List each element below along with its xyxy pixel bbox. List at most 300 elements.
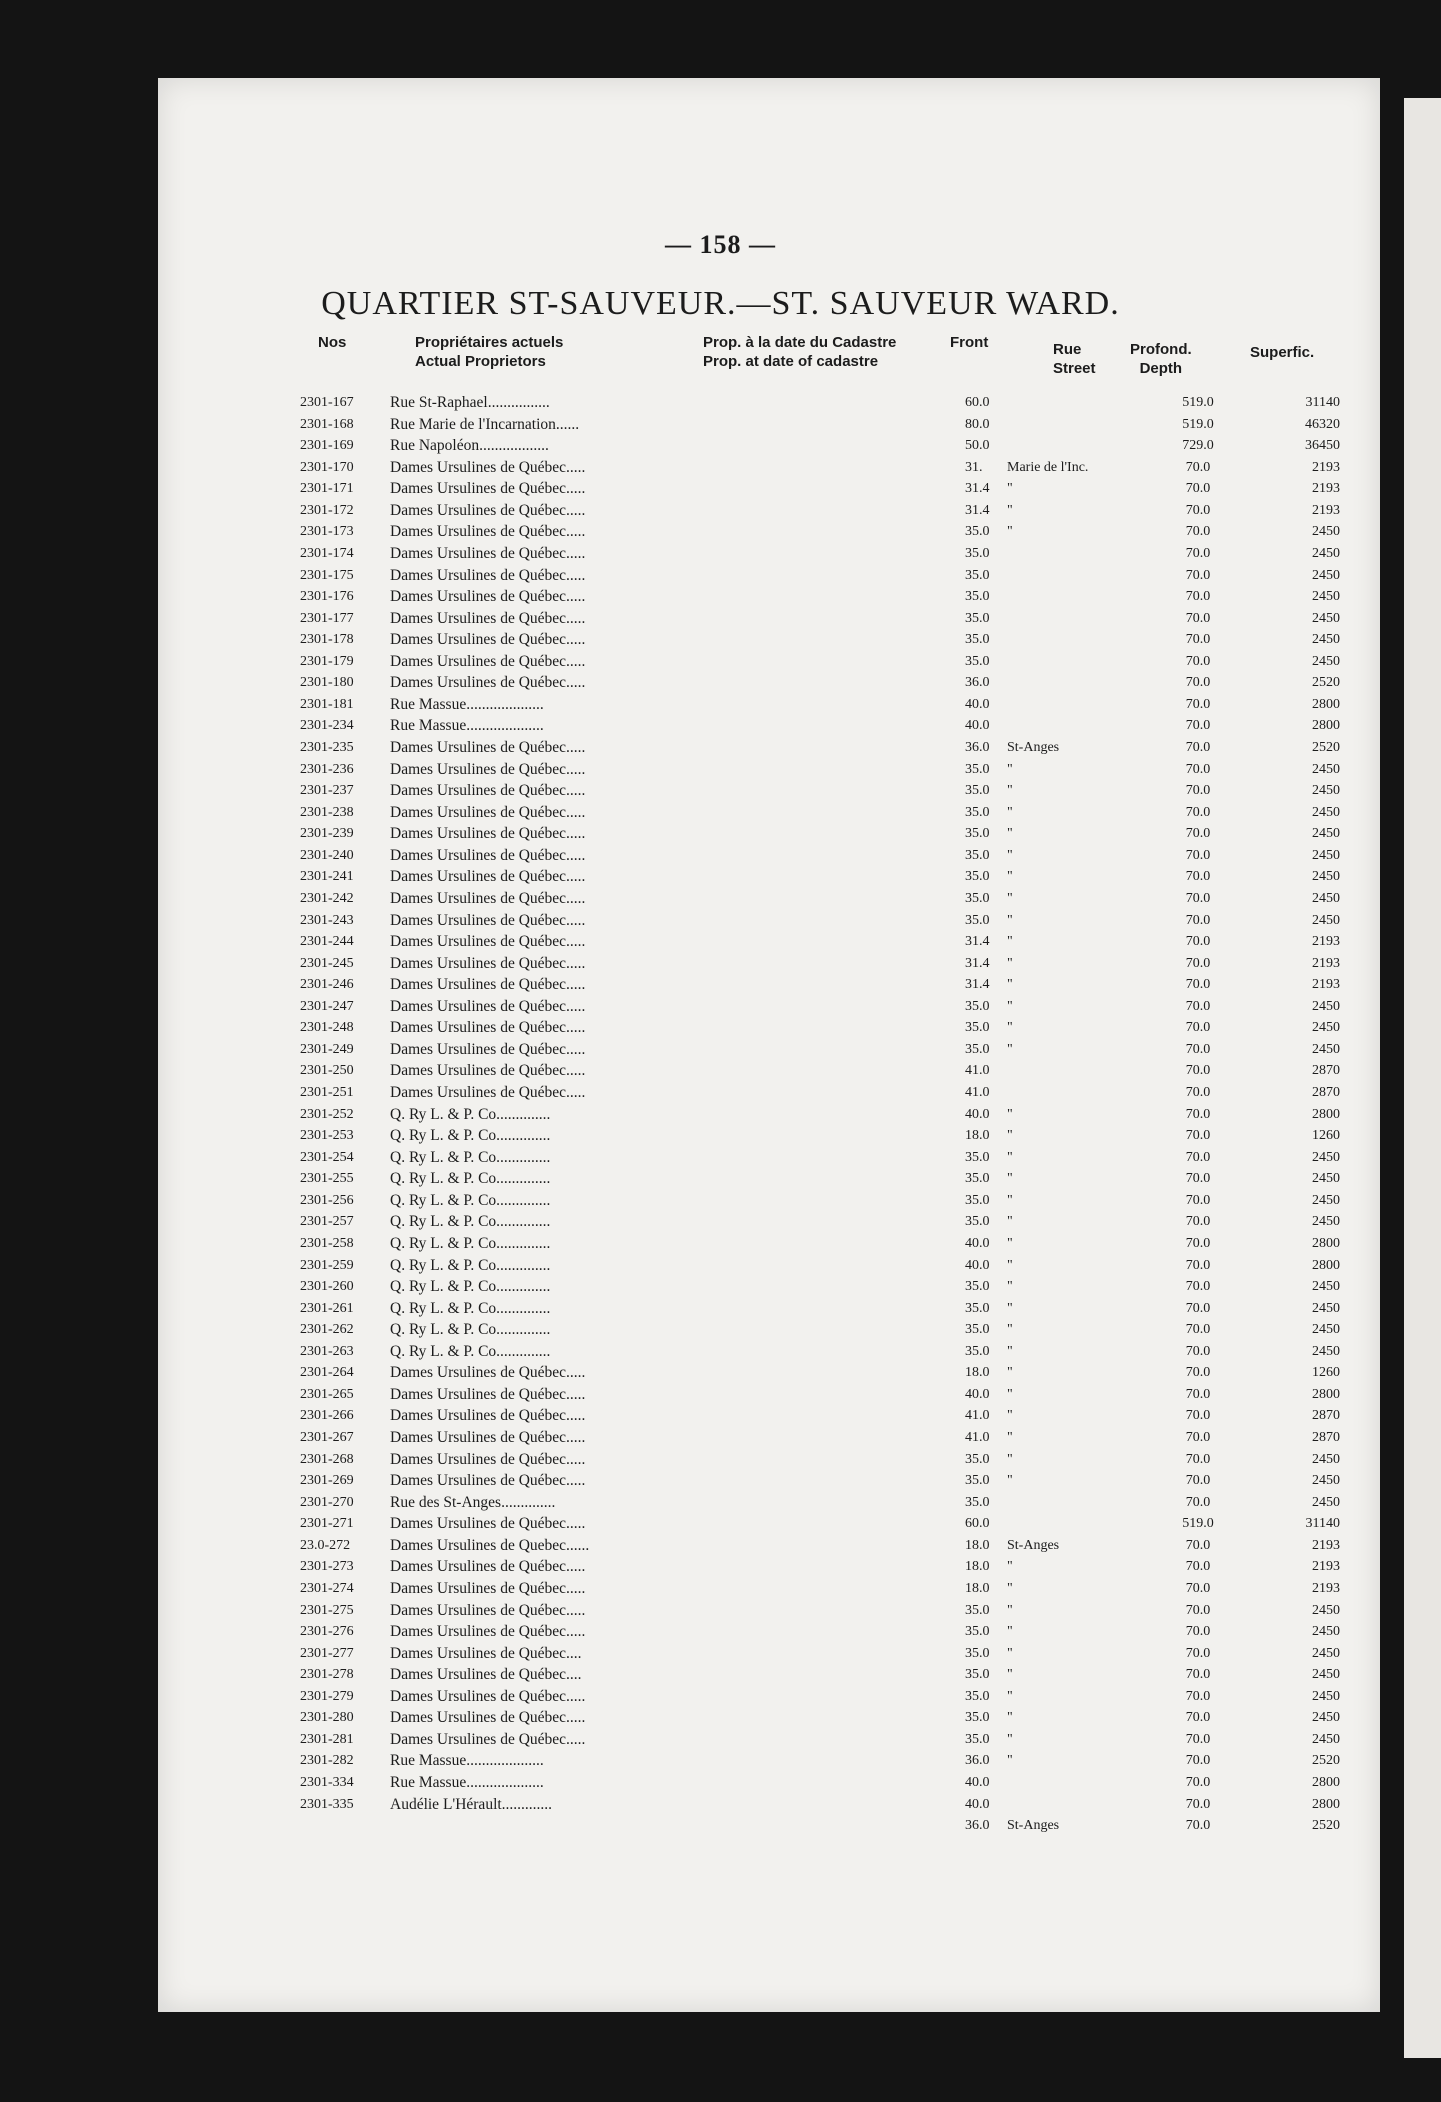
owner-name: Dames Ursulines de Québec.....: [390, 954, 586, 972]
street-name: ": [1007, 804, 1013, 820]
depth-value: 70.0: [1185, 1235, 1211, 1251]
street-name: ": [1007, 1149, 1013, 1165]
lot-number: 2301-264: [300, 1365, 354, 1381]
front-value: 35.0: [965, 1020, 990, 1036]
depth-value: 70.0: [1185, 545, 1211, 561]
depth-value: 70.0: [1185, 1322, 1211, 1338]
street-name: ": [1007, 1386, 1013, 1402]
depth-value: 70.0: [1185, 783, 1211, 799]
table-row: [300, 1729, 1340, 1751]
superficie-value: 2450: [1312, 1451, 1340, 1467]
superficie-value: 2800: [1312, 1235, 1340, 1251]
depth-value: 70.0: [1185, 1731, 1211, 1747]
depth-value: 70.0: [1185, 998, 1211, 1014]
owner-name: Dames Ursulines de Québec.....: [390, 760, 586, 778]
depth-value: 70.0: [1185, 632, 1211, 648]
table-row: [300, 1513, 1340, 1535]
front-value: 35.0: [965, 1041, 990, 1057]
table-row: [300, 1535, 1340, 1557]
table-row: [300, 1492, 1340, 1514]
superficie-value: 2193: [1312, 1580, 1340, 1596]
front-value: 35.0: [965, 545, 990, 561]
table-row: [300, 1600, 1340, 1622]
lot-number: 2301-249: [300, 1041, 354, 1057]
lot-number: 2301-245: [300, 955, 354, 971]
lot-number: 2301-176: [300, 589, 354, 605]
front-value: 35.0: [965, 1192, 990, 1208]
front-value: 35.0: [965, 1300, 990, 1316]
depth-value: 70.0: [1185, 1818, 1211, 1834]
lot-number: 2301-256: [300, 1192, 354, 1208]
depth-value: 70.0: [1185, 459, 1211, 475]
superficie-value: 2193: [1312, 502, 1340, 518]
lot-number: 2301-278: [300, 1667, 354, 1683]
street-name: ": [1007, 977, 1013, 993]
table-row: [300, 672, 1340, 694]
street-name: ": [1007, 1192, 1013, 1208]
lot-number: 2301-170: [300, 459, 354, 475]
lot-number: 2301-262: [300, 1322, 354, 1338]
street-name: ": [1007, 1041, 1013, 1057]
owner-name: Dames Ursulines de Québec.....: [390, 1730, 586, 1748]
front-value: 35.0: [965, 1149, 990, 1165]
front-value: 40.0: [965, 718, 990, 734]
depth-value: 70.0: [1185, 653, 1211, 669]
street-name: ": [1007, 826, 1013, 842]
table-row: [300, 1147, 1340, 1169]
superficie-value: 2870: [1312, 1063, 1340, 1079]
header-superficie-label: Superfic.: [1250, 344, 1315, 361]
depth-value: 519.0: [1182, 416, 1214, 432]
lot-number: 2301-270: [300, 1494, 354, 1510]
superficie-value: 2450: [1312, 610, 1340, 626]
front-value: 35.0: [965, 890, 990, 906]
depth-value: 70.0: [1185, 1020, 1211, 1036]
owner-name: Rue des St-Anges..............: [390, 1493, 556, 1511]
front-value: 31.4: [965, 934, 990, 950]
street-name: ": [1007, 481, 1013, 497]
owner-name: Dames Ursulines de Québec.....: [390, 1472, 586, 1490]
owner-name: Q. Ry L. & P. Co..............: [390, 1299, 551, 1317]
superficie-value: 2450: [1312, 847, 1340, 863]
lot-number: 2301-247: [300, 998, 354, 1014]
lot-number: 2301-251: [300, 1085, 354, 1100]
front-value: 35.0: [965, 1667, 990, 1683]
owner-name: Dames Ursulines de Québec.....: [390, 1623, 586, 1641]
table-row: [300, 435, 1340, 457]
table-row: [300, 1298, 1340, 1320]
superficie-value: 2870: [1312, 1085, 1340, 1100]
superficie-value: 2450: [1312, 804, 1340, 820]
front-value: 41.0: [965, 1063, 990, 1079]
owner-name: Dames Ursulines de Québec.....: [390, 609, 586, 627]
lot-number: 2301-243: [300, 912, 354, 928]
table-row: [300, 1276, 1340, 1298]
owner-name: Dames Ursulines de Québec.....: [390, 933, 586, 951]
front-value: 18.0: [965, 1580, 990, 1596]
lot-number: 2301-237: [300, 783, 354, 799]
front-value: 35.0: [965, 524, 990, 540]
table-row: [300, 931, 1340, 953]
owner-name: Dames Ursulines de Québec.....: [390, 803, 586, 821]
front-value: 36.0: [965, 1818, 990, 1834]
superficie-value: 2450: [1312, 1020, 1340, 1036]
superficie-value: 2800: [1312, 1257, 1340, 1273]
superficie-value: 2450: [1312, 912, 1340, 928]
owner-name: Dames Ursulines de Québec.....: [390, 1429, 586, 1446]
front-value: 40.0: [965, 696, 990, 712]
superficie-value: 1260: [1312, 1128, 1340, 1144]
owner-name: Rue Massue....................: [390, 1774, 544, 1791]
front-value: 35.0: [965, 1602, 990, 1618]
superficie-value: 31140: [1305, 395, 1340, 410]
owner-name: Dames Ursulines de Québec.....: [390, 1558, 586, 1576]
owner-name: Dames Ursulines de Québec.....: [390, 782, 586, 800]
front-value: 31.4: [965, 481, 990, 497]
street-name: ": [1007, 1430, 1013, 1445]
street-name: ": [1007, 1645, 1013, 1661]
owner-name: Dames Ursulines de Québec.....: [390, 458, 586, 476]
table-row: [300, 1362, 1340, 1384]
table-row: [300, 1578, 1340, 1600]
lot-number: 2301-269: [300, 1473, 354, 1489]
street-name: ": [1007, 1580, 1013, 1596]
superficie-value: 2193: [1312, 955, 1340, 971]
depth-value: 70.0: [1185, 1602, 1211, 1618]
front-value: 35.0: [965, 1322, 990, 1338]
owner-name: Q. Ry L. & P. Co..............: [390, 1234, 551, 1252]
superficie-value: 2800: [1312, 1796, 1340, 1812]
lot-number: 2301-258: [300, 1235, 354, 1251]
superficie-value: 2450: [1312, 632, 1340, 648]
superficie-value: 2800: [1312, 1106, 1340, 1122]
header-owners: [415, 333, 563, 371]
table-row: [300, 1794, 1340, 1816]
front-value: 35.0: [965, 1731, 990, 1747]
front-value: 60.0: [965, 395, 990, 410]
lot-number: 2301-274: [300, 1580, 354, 1596]
depth-value: 70.0: [1185, 1343, 1211, 1359]
lot-number: 2301-171: [300, 481, 354, 497]
lot-number: 2301-335: [300, 1796, 354, 1812]
table-row: [300, 1104, 1340, 1126]
superficie-value: 2193: [1312, 459, 1340, 475]
depth-value: 70.0: [1185, 804, 1211, 820]
depth-value: 70.0: [1185, 1128, 1211, 1144]
street-name: ": [1007, 1602, 1013, 1618]
front-value: 35.0: [965, 869, 990, 885]
superficie-value: 2450: [1312, 1494, 1340, 1510]
superficie-value: 2800: [1312, 1775, 1340, 1790]
owner-name: Dames Ursulines de Québec.....: [390, 911, 586, 929]
front-value: 35.0: [965, 912, 990, 928]
front-value: 35.0: [965, 1214, 990, 1230]
superficie-value: 2450: [1312, 869, 1340, 885]
lot-number: 23.0-272: [300, 1537, 351, 1553]
front-value: 35.0: [965, 1688, 990, 1704]
street-name: ": [1007, 1106, 1013, 1122]
table-row: [300, 759, 1340, 781]
lot-number: 2301-253: [300, 1128, 354, 1144]
street-name: ": [1007, 1624, 1013, 1640]
table-row: [300, 910, 1340, 932]
superficie-value: 2450: [1312, 783, 1340, 799]
owner-name: Q. Ry L. & P. Co..............: [390, 1278, 551, 1296]
depth-value: 70.0: [1185, 890, 1211, 906]
superficie-value: 36450: [1305, 438, 1340, 454]
lot-number: 2301-169: [300, 438, 354, 454]
owner-name: Q. Ry L. & P. Co..............: [390, 1170, 551, 1188]
superficie-value: 2450: [1312, 1322, 1340, 1338]
lot-number: 2301-263: [300, 1343, 354, 1359]
depth-value: 70.0: [1185, 524, 1211, 540]
front-value: 60.0: [965, 1516, 990, 1532]
table-row: [300, 1750, 1340, 1772]
depth-value: 70.0: [1185, 696, 1211, 712]
street-name: ": [1007, 761, 1013, 777]
lot-number: 2301-173: [300, 524, 354, 540]
street-name: ": [1007, 847, 1013, 863]
front-value: 35.0: [965, 1710, 990, 1726]
lot-number: 2301-239: [300, 826, 354, 842]
lot-number: 2301-244: [300, 934, 354, 950]
header-cadastre-en: Prop. at date of cadastre: [703, 353, 879, 370]
street-name: ": [1007, 783, 1013, 799]
lot-number: 2301-261: [300, 1300, 354, 1316]
property-table: [300, 392, 1340, 1837]
header-street-en: Street: [1053, 360, 1096, 377]
street-name: ": [1007, 1322, 1013, 1338]
table-row: [300, 608, 1340, 630]
depth-value: 70.0: [1185, 1710, 1211, 1726]
street-name: ": [1007, 1667, 1013, 1683]
header-superficie: [1250, 343, 1314, 362]
table-row: [300, 953, 1340, 975]
superficie-value: 2450: [1312, 545, 1340, 561]
owner-name: Rue Massue....................: [390, 695, 544, 713]
street-name: ": [1007, 1128, 1013, 1144]
superficie-value: 2450: [1312, 1171, 1340, 1187]
table-row: [300, 1190, 1340, 1212]
front-value: 35.0: [965, 804, 990, 820]
table-row: [300, 866, 1340, 888]
depth-value: 70.0: [1185, 1085, 1211, 1100]
table-row: [300, 1621, 1340, 1643]
depth-value: 70.0: [1185, 1451, 1211, 1467]
front-value: 35.0: [965, 783, 990, 799]
owner-name: Audélie L'Hérault.............: [390, 1795, 553, 1813]
superficie-value: 2800: [1312, 696, 1340, 712]
lot-number: 2301-279: [300, 1688, 354, 1704]
depth-value: 70.0: [1185, 1171, 1211, 1187]
superficie-value: 2800: [1312, 718, 1340, 734]
header-front: [950, 333, 988, 352]
street-name: St-Anges: [1007, 1818, 1060, 1834]
owner-name: Dames Ursulines de Québec.....: [390, 1084, 586, 1101]
front-value: 35.0: [965, 1494, 990, 1510]
owner-name: Dames Ursulines de Québec.....: [390, 1579, 586, 1597]
street-name: ": [1007, 912, 1013, 928]
depth-value: 70.0: [1185, 1796, 1211, 1812]
superficie-value: 2450: [1312, 1667, 1340, 1683]
lot-number: 2301-248: [300, 1020, 354, 1036]
street-name: ": [1007, 1279, 1013, 1295]
superficie-value: 2450: [1312, 1473, 1340, 1489]
table-row: [300, 694, 1340, 716]
superficie-value: 2870: [1312, 1408, 1340, 1424]
front-value: 31.4: [965, 502, 990, 518]
table-row: [300, 1643, 1340, 1665]
front-value: 41.0: [965, 1085, 990, 1100]
front-value: 40.0: [965, 1796, 990, 1812]
front-value: 35.0: [965, 1279, 990, 1295]
street-name: ": [1007, 1300, 1013, 1316]
street-name: ": [1007, 1343, 1013, 1359]
street-name: ": [1007, 1235, 1013, 1251]
superficie-value: 2450: [1312, 1731, 1340, 1747]
street-name: ": [1007, 1020, 1013, 1036]
lot-number: 2301-281: [300, 1731, 354, 1747]
owner-name: Q. Ry L. & P. Co..............: [390, 1256, 551, 1274]
street-name: ": [1007, 1171, 1013, 1187]
lot-number: 2301-277: [300, 1645, 354, 1661]
front-value: 35.0: [965, 761, 990, 777]
depth-value: 70.0: [1185, 1192, 1211, 1208]
lot-number: 2301-260: [300, 1279, 354, 1295]
table-row: [300, 1168, 1340, 1190]
depth-value: 70.0: [1185, 1624, 1211, 1640]
table-row: [300, 715, 1340, 737]
depth-value: 70.0: [1185, 826, 1211, 842]
street-name: ": [1007, 1710, 1013, 1726]
owner-name: Dames Ursulines de Quebec......: [390, 1536, 590, 1554]
depth-value: 70.0: [1185, 718, 1211, 734]
table-row: [300, 1319, 1340, 1341]
table-row: [300, 1341, 1340, 1363]
front-value: 18.0: [965, 1128, 990, 1144]
owner-name: Dames Ursulines de Québec.....: [390, 1019, 586, 1037]
depth-value: 70.0: [1185, 1279, 1211, 1295]
depth-value: 70.0: [1185, 1430, 1211, 1445]
front-value: 18.0: [965, 1365, 990, 1381]
front-value: 35.0: [965, 847, 990, 863]
table-row: [300, 478, 1340, 500]
table-row: [300, 1427, 1340, 1449]
street-name: St-Anges: [1007, 1537, 1060, 1553]
header-nos: [318, 333, 346, 352]
owner-name: Dames Ursulines de Québec.....: [390, 631, 586, 649]
street-name: ": [1007, 502, 1013, 518]
depth-value: 70.0: [1185, 481, 1211, 497]
front-value: 18.0: [965, 1559, 990, 1575]
owner-name: Dames Ursulines de Québec.....: [390, 846, 586, 864]
depth-value: 70.0: [1185, 1645, 1211, 1661]
owner-name: Dames Ursulines de Québec....: [390, 1666, 582, 1684]
lot-number: 2301-254: [300, 1149, 354, 1165]
depth-value: 70.0: [1185, 869, 1211, 885]
table-row: [300, 1772, 1340, 1794]
table-row: [300, 1686, 1340, 1708]
depth-value: 70.0: [1185, 1667, 1211, 1683]
street-name: ": [1007, 1214, 1013, 1230]
table-row: [300, 996, 1340, 1018]
lot-number: 2301-334: [300, 1775, 354, 1790]
lot-number: 2301-242: [300, 890, 354, 906]
depth-value: 70.0: [1185, 502, 1211, 518]
superficie-value: 2520: [1312, 675, 1340, 691]
header-depth-en: Depth: [1139, 360, 1183, 377]
table-row: [300, 1470, 1340, 1492]
owner-name: Dames Ursulines de Québec.....: [390, 1687, 586, 1705]
depth-value: 70.0: [1185, 1257, 1211, 1273]
street-name: Marie de l'Inc.: [1007, 459, 1089, 475]
lot-number: 2301-259: [300, 1257, 354, 1273]
superficie-value: 2193: [1312, 481, 1340, 497]
header-front-label: Front: [950, 334, 989, 351]
front-value: 40.0: [965, 1106, 990, 1122]
owner-name: Dames Ursulines de Québec.....: [390, 1709, 586, 1727]
street-name: ": [1007, 1559, 1013, 1575]
owner-name: Dames Ursulines de Québec.....: [390, 1385, 586, 1403]
owner-name: Dames Ursulines de Québec.....: [390, 544, 586, 562]
street-name: ": [1007, 1731, 1013, 1747]
front-value: 36.0: [965, 740, 990, 755]
front-value: 50.0: [965, 438, 990, 454]
owner-name: Q. Ry L. & P. Co..............: [390, 1213, 551, 1231]
owner-name: Rue Marie de l'Incarnation......: [390, 415, 580, 433]
superficie-value: 2450: [1312, 1214, 1340, 1230]
table-row: [300, 974, 1340, 996]
front-value: 35.0: [965, 567, 990, 583]
depth-value: 70.0: [1185, 912, 1211, 928]
street-name: ": [1007, 998, 1013, 1014]
depth-value: 70.0: [1185, 1149, 1211, 1165]
table-row: [300, 565, 1340, 587]
owner-name: Rue Napoléon..................: [390, 437, 549, 455]
depth-value: 70.0: [1185, 1300, 1211, 1316]
front-value: 35.0: [965, 826, 990, 842]
superficie-value: 46320: [1305, 416, 1340, 432]
owner-name: Q. Ry L. & P. Co..............: [390, 1105, 551, 1123]
table-row: [300, 737, 1340, 759]
superficie-value: 2450: [1312, 1645, 1340, 1661]
depth-value: 70.0: [1185, 955, 1211, 971]
owner-name: Dames Ursulines de Québec.....: [390, 889, 586, 907]
owner-name: Q. Ry L. & P. Co..............: [390, 1127, 551, 1145]
table-row: [300, 1556, 1340, 1578]
superficie-value: 2193: [1312, 934, 1340, 950]
owner-name: Dames Ursulines de Québec.....: [390, 868, 586, 886]
superficie-value: 2450: [1312, 1192, 1340, 1208]
street-name: ": [1007, 1473, 1013, 1489]
lot-number: 2301-252: [300, 1106, 354, 1122]
superficie-value: 2520: [1312, 740, 1340, 755]
lot-number: 2301-250: [300, 1063, 354, 1079]
owner-name: Dames Ursulines de Québec.....: [390, 652, 586, 670]
owner-name: Dames Ursulines de Québec.....: [390, 1601, 586, 1619]
superficie-value: 2520: [1312, 1753, 1340, 1769]
street-name: ": [1007, 955, 1013, 971]
superficie-value: 2450: [1312, 589, 1340, 605]
front-value: 41.0: [965, 1430, 990, 1445]
lot-number: 2301-235: [300, 740, 354, 755]
street-name: ": [1007, 1257, 1013, 1273]
superficie-value: 2193: [1312, 1537, 1340, 1553]
depth-value: 519.0: [1182, 1516, 1214, 1532]
owner-name: Q. Ry L. & P. Co..............: [390, 1342, 551, 1360]
superficie-value: 2193: [1312, 1559, 1340, 1575]
superficie-value: 1260: [1312, 1365, 1340, 1381]
